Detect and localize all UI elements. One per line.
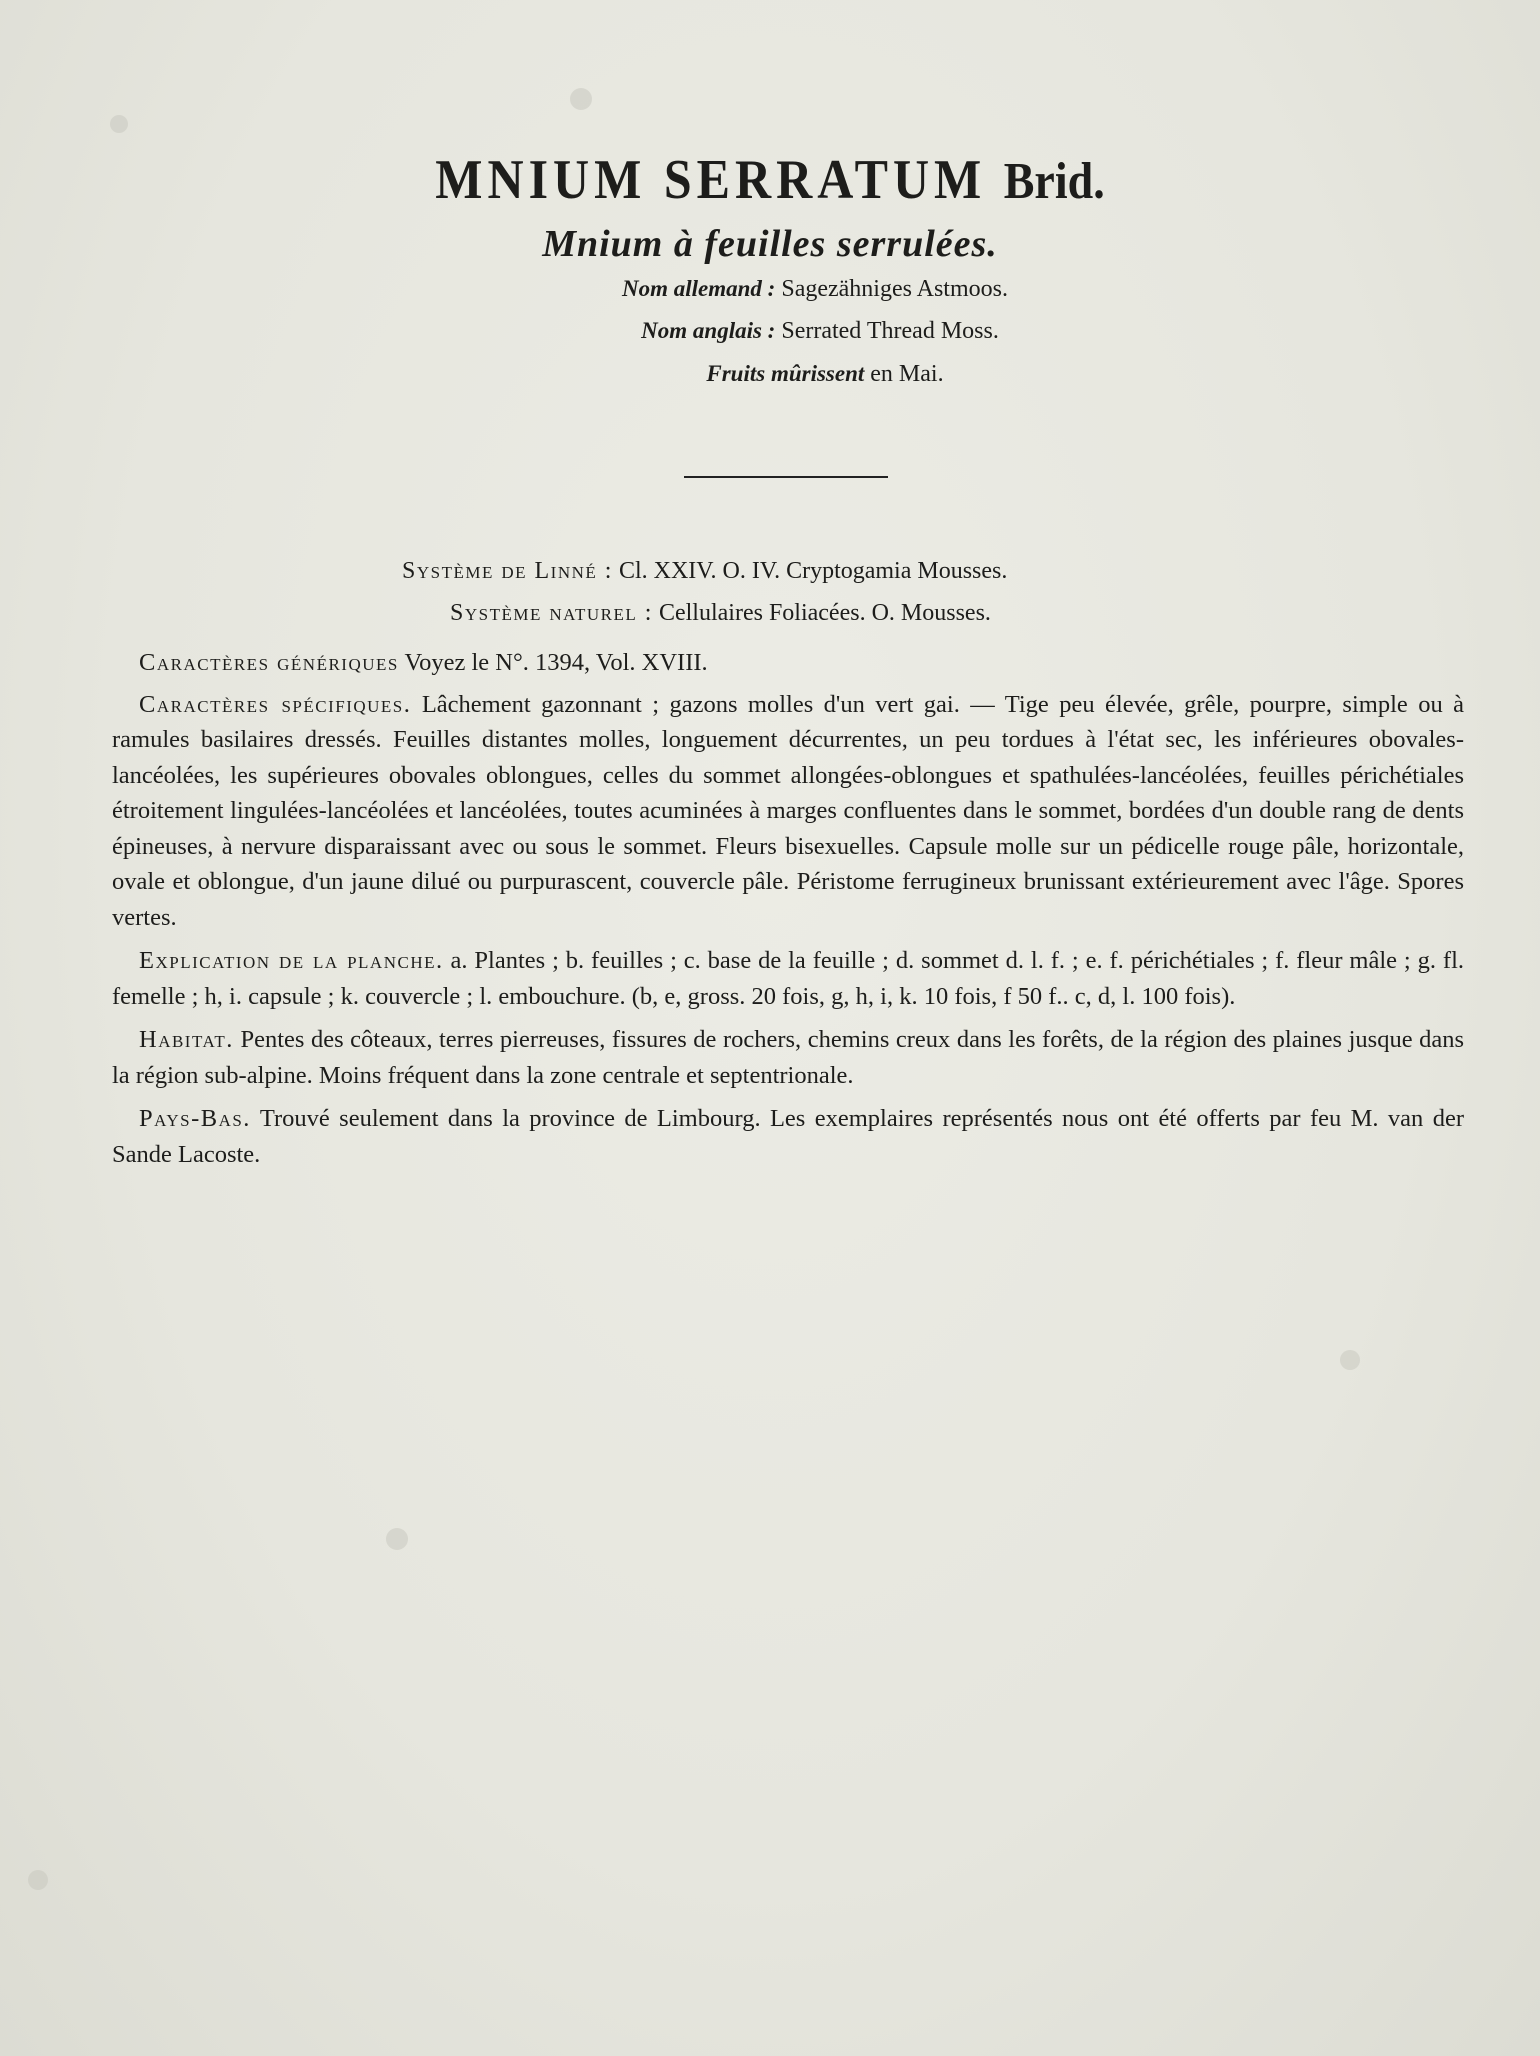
specific-characters <box>112 687 1464 936</box>
species-author: Brid. <box>1003 152 1105 210</box>
natural-system-label: Système naturel : <box>450 600 653 626</box>
description-body <box>112 645 1464 1180</box>
specific-characters-label: Caractères spécifiques. <box>139 690 412 718</box>
fruiting-label: Fruits mûrissent <box>706 361 865 386</box>
linne-system-line <box>402 558 1007 585</box>
generic-characters <box>112 645 1464 681</box>
fruiting-line <box>55 361 1540 388</box>
german-name-label: Nom allemand : <box>622 276 776 301</box>
habitat-label: Habitat. <box>139 1026 234 1053</box>
species-title <box>0 147 1540 212</box>
paper-spot <box>570 88 592 110</box>
generic-characters-label: Caractères génériques <box>139 649 399 676</box>
english-name-line <box>50 318 1540 345</box>
generic-characters-text: Voyez le N°. 1394, Vol. XVIII. <box>404 649 708 676</box>
linne-system-value: Cl. XXIV. O. IV. Cryptogamia Mousses. <box>618 558 1008 584</box>
english-name-label: Nom anglais : <box>641 318 776 343</box>
german-name-value: Sagezähniges Astmoos. <box>781 276 1008 302</box>
netherlands-note <box>112 1101 1464 1172</box>
habitat-text: Pentes des côteaux, terres pierreuses, fissures de rochers, chemins creux dans les forêts, de la région des plaines jusque dans la région sub-alpine. Moins fréquent dans la zone centrale et septentrionale. <box>112 1026 1465 1089</box>
species-french-name: Mnium à feuilles serrulées. <box>542 223 998 265</box>
german-name-line <box>45 276 1540 303</box>
plate-explanation-label: Explication de la planche. <box>139 947 444 974</box>
specific-characters-text: Lâchement gazonnant ; gazons molles d'un vert gai. — Tige peu élevée, grêle, pourpre, simple ou à ramules basilaires dressés. Feuilles distantes molles, longuement décurrentes, un peu tordues à l'état sec, les inférieures obovales-lancéolées, les supérieures obovales oblongues, celles du sommet allongées-oblongues et spathulées-lancéolées, feuilles périchétiales étroitement lingulées-lancéolées et lancéolées, toutes acuminées à marges confluentes dans le sommet, bordées d'un double rang de dents épineuses, à nervure disparaissant avec ou sous le sommet. Fleurs bisexuelles. Capsule molle sur un pédicelle rouge pâle, horizontale, ovale et oblongue, d'un jaune dilué ou purpurascent, couvercle pâle. Péristome ferrugineux brunissant extérieurement avec l'âge. Spores vertes. <box>112 690 1464 931</box>
natural-system-value: Cellulaires Foliacées. O. Mousses. <box>658 600 991 626</box>
paper-spot <box>386 1528 408 1550</box>
netherlands-text: Trouvé seulement dans la province de Limbourg. Les exemplaires représentés nous ont été offerts par feu M. van der Sande Lacoste. <box>112 1105 1464 1168</box>
natural-system-line <box>450 600 991 627</box>
english-name-value: Serrated Thread Moss. <box>781 318 999 344</box>
divider <box>684 476 888 478</box>
fruiting-value: en Mai. <box>870 361 944 387</box>
plate-explanation-text: a. Plantes ; b. feuilles ; c. base de la feuille ; d. sommet d. l. f. ; e. f. périchétiales ; f. fleur mâle ; g. fl. femelle ; h, i. capsule ; k. couvercle ; l. embouchure. (b, e, gross. 20 fois, g, h, i, k. 10 fois, f 50 f.. c, d, l. 100 fois). <box>112 947 1464 1010</box>
plate-explanation <box>112 943 1464 1014</box>
habitat <box>112 1022 1464 1093</box>
species-name: MNIUM SERRATUM <box>435 147 987 211</box>
paper-spot <box>1340 1350 1360 1370</box>
paper-spot <box>28 1870 48 1890</box>
paper-spot <box>110 115 128 133</box>
linne-system-label: Système de Linné : <box>402 558 613 584</box>
netherlands-label: Pays-Bas. <box>139 1105 251 1132</box>
